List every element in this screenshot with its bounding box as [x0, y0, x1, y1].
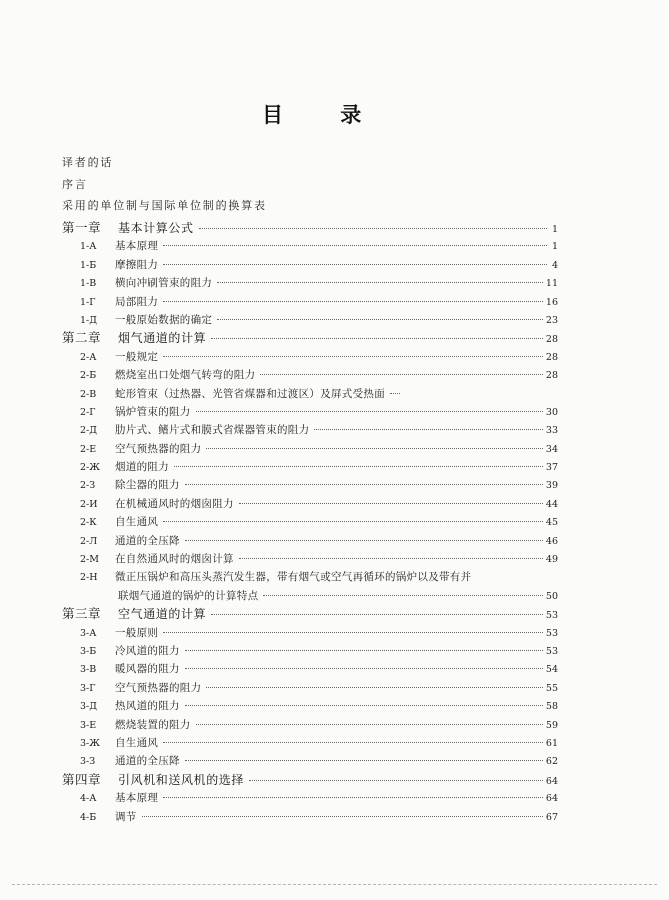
- dot-leader: [211, 338, 543, 339]
- chapter-title: 空气通道的计算: [118, 607, 207, 622]
- dot-leader: [163, 632, 543, 633]
- page-number: 11: [545, 278, 558, 290]
- section-number: 1-В: [80, 278, 97, 290]
- section-title: 空气预热器的阻力: [115, 442, 202, 455]
- page-number: 64: [545, 775, 558, 787]
- page-number: 4: [551, 259, 558, 271]
- toc-entry: [62, 293, 558, 311]
- page-number: 46: [545, 535, 558, 547]
- page-number: 34: [545, 443, 558, 455]
- page-number: 28: [545, 334, 558, 346]
- dot-leader: [142, 816, 543, 817]
- section-number: 3-З: [80, 756, 96, 768]
- toc-entry: [62, 476, 558, 494]
- page-number: 33: [545, 425, 558, 437]
- dot-leader: [163, 742, 543, 743]
- front-matter-item: 序言: [62, 177, 88, 191]
- section-title: 自生通风: [115, 516, 159, 529]
- section-title: 空气预热器的阻力: [115, 681, 202, 694]
- section-number: 2-З: [80, 480, 96, 492]
- dot-leader: [174, 466, 543, 467]
- section-number: 4-А: [80, 793, 97, 805]
- page-number: 53: [545, 645, 558, 657]
- dot-leader: [185, 705, 543, 706]
- page-number: 55: [545, 682, 558, 694]
- page-number: 64: [545, 793, 558, 805]
- dot-leader: [239, 503, 543, 504]
- dot-leader: [185, 668, 543, 669]
- section-number: 2-В: [80, 388, 97, 400]
- toc-entry: [62, 440, 558, 458]
- toc-entry-continuation: [62, 587, 558, 605]
- section-title: 一般规定: [115, 350, 159, 363]
- section-title: 基本原理: [115, 792, 159, 805]
- section-title: 锅炉管束的阻力: [115, 405, 191, 418]
- section-title: 摩擦阻力: [115, 258, 159, 271]
- dot-leader: [206, 448, 543, 449]
- section-title: 在自然通风时的烟囱计算: [115, 553, 234, 566]
- section-number: 2-Б: [80, 370, 97, 382]
- chapter-label: 第三章: [62, 606, 102, 622]
- dot-leader: [390, 393, 400, 394]
- chapter-heading: [62, 329, 558, 347]
- dot-leader: [163, 356, 543, 357]
- section-title: 暖风器的阻力: [115, 663, 180, 676]
- section-title: 冷风道的阻力: [115, 644, 180, 657]
- page-number: 39: [545, 480, 558, 492]
- section-number: 2-Г: [80, 406, 96, 418]
- section-title: 燃烧室出口处烟气转弯的阻力: [115, 369, 256, 382]
- section-number: 3-Е: [80, 719, 97, 731]
- toc-entry: [62, 808, 558, 826]
- chapter-label: 第四章: [62, 771, 102, 787]
- page-title: 目 录: [262, 102, 387, 127]
- section-title: 燃烧装置的阻力: [115, 718, 191, 731]
- section-title: 通道的全压降: [115, 755, 180, 768]
- page-number: 1: [551, 224, 558, 235]
- section-number: 2-Л: [80, 535, 98, 547]
- chapter-heading: [62, 605, 558, 623]
- section-title: 调节: [115, 810, 137, 823]
- section-number: 2-Ж: [80, 462, 100, 474]
- toc-entry: [62, 421, 558, 439]
- toc-entry: [62, 495, 558, 513]
- page-number: 50: [545, 590, 558, 602]
- toc-entry: [62, 366, 558, 384]
- front-matter-item: 采用的单位制与国际单位制的换算表: [62, 199, 267, 212]
- section-number: 3-Б: [80, 645, 97, 657]
- page-number: 67: [545, 811, 558, 823]
- section-title: 通道的全压降: [115, 534, 180, 547]
- dot-leader: [239, 558, 543, 559]
- dot-leader: [263, 595, 543, 596]
- section-number: 1-Д: [80, 314, 97, 326]
- dot-leader: [163, 245, 547, 246]
- toc-entry: [62, 274, 558, 292]
- dot-leader: [163, 301, 543, 302]
- toc-entry: [62, 256, 558, 274]
- section-number: 2-Н: [80, 572, 98, 584]
- dot-leader: [185, 484, 543, 485]
- section-number: 2-И: [80, 498, 98, 510]
- section-number: 2-М: [80, 554, 99, 566]
- toc-entry: [62, 311, 558, 329]
- scan-edge-line: [12, 884, 657, 885]
- section-title: 局部阻力: [115, 295, 159, 308]
- page-number: 59: [545, 719, 558, 731]
- section-title: 横向冲刷管束的阻力: [115, 277, 213, 290]
- page-number: 62: [545, 756, 558, 768]
- section-title: 自生通风: [115, 736, 159, 749]
- section-number: 1-Г: [80, 296, 96, 308]
- toc-entry: [62, 532, 558, 550]
- toc-entry: [62, 458, 558, 476]
- section-number: 2-А: [80, 351, 97, 363]
- dot-leader: [185, 540, 543, 541]
- section-title: 一般原则: [115, 626, 159, 639]
- toc-entry: [62, 752, 558, 770]
- chapter-title: 烟气通道的计算: [118, 331, 207, 346]
- section-number: 3-Г: [80, 682, 96, 694]
- toc-entry: [62, 568, 558, 586]
- section-title: 联烟气通道的锅炉的计算特点: [118, 589, 259, 602]
- toc-entry: [62, 716, 558, 734]
- dot-leader: [196, 724, 543, 725]
- toc-entry: [62, 550, 558, 568]
- section-number: 3-А: [80, 627, 97, 639]
- section-number: 4-Б: [80, 811, 97, 823]
- table-of-contents: [62, 219, 558, 826]
- dot-leader: [206, 687, 543, 688]
- dot-leader: [163, 797, 543, 798]
- toc-entry: [62, 642, 558, 660]
- toc-entry: [62, 697, 558, 715]
- dot-leader: [217, 319, 543, 320]
- dot-leader: [217, 282, 543, 283]
- page-number: 37: [545, 462, 558, 474]
- section-number: 2-Е: [80, 443, 97, 455]
- section-title: 基本原理: [115, 240, 159, 253]
- page-number: 45: [545, 517, 558, 529]
- page-number: 53: [545, 627, 558, 639]
- dot-leader: [314, 429, 543, 430]
- chapter-title: 基本计算公式: [118, 221, 194, 235]
- section-number: 2-К: [80, 517, 97, 529]
- toc-entry: [62, 624, 558, 642]
- dot-leader: [185, 760, 543, 761]
- section-number: 1-А: [80, 241, 97, 253]
- page-number: 53: [545, 610, 558, 622]
- page-number: 23: [545, 314, 558, 326]
- toc-entry: [62, 734, 558, 752]
- dot-leader: [196, 411, 543, 412]
- section-number: 3-Д: [80, 701, 97, 713]
- chapter-heading: [62, 219, 558, 237]
- page-number: 49: [545, 554, 558, 566]
- dot-leader: [163, 264, 547, 265]
- chapter-heading: [62, 771, 558, 789]
- toc-entry: [62, 679, 558, 697]
- section-title: 在机械通风时的烟囱阻力: [115, 497, 234, 510]
- section-number: 3-Ж: [80, 737, 100, 749]
- front-matter-item: 译者的话: [62, 156, 114, 169]
- page-number: 28: [545, 370, 558, 382]
- page-number: 16: [545, 296, 558, 308]
- section-number: 1-Б: [80, 259, 97, 271]
- page-number: 1: [551, 241, 558, 253]
- dot-leader: [260, 374, 543, 375]
- toc-entry: [62, 385, 558, 403]
- chapter-label: 第二章: [62, 330, 102, 346]
- page-number: 44: [545, 498, 558, 510]
- section-title: 蛇形管束（过热器、光管省煤器和过渡区）及屏式受热面: [115, 387, 385, 400]
- toc-entry: [62, 237, 558, 255]
- toc-entry: [62, 660, 558, 678]
- chapter-label: 第一章: [62, 220, 102, 235]
- section-title: 肋片式、鳍片式和膜式省煤器管束的阻力: [115, 424, 310, 437]
- section-number: 2-Д: [80, 425, 97, 437]
- toc-entry: [62, 513, 558, 531]
- section-number: 3-В: [80, 664, 97, 676]
- chapter-title: 引风机和送风机的选择: [118, 772, 245, 787]
- page-number: 61: [545, 737, 558, 749]
- section-title: 微正压锅炉和高压头蒸汽发生器，带有烟气或空气再循环的锅炉以及带有并: [115, 571, 472, 584]
- section-title: 热风道的阻力: [115, 700, 180, 713]
- page-number: 30: [545, 406, 558, 418]
- section-title: 烟道的阻力: [115, 461, 169, 474]
- page-number: 58: [545, 701, 558, 713]
- dot-leader: [211, 614, 543, 615]
- toc-entry: [62, 789, 558, 807]
- dot-leader: [185, 650, 543, 651]
- page-number: 28: [545, 351, 558, 363]
- section-title: 除尘器的阻力: [115, 479, 180, 492]
- dot-leader: [199, 228, 547, 229]
- toc-entry: [62, 403, 558, 421]
- page-number: 54: [545, 664, 558, 676]
- section-title: 一般原始数据的确定: [115, 313, 213, 326]
- dot-leader: [249, 780, 543, 781]
- dot-leader: [163, 521, 543, 522]
- front-matter: [62, 152, 558, 217]
- toc-entry: [62, 348, 558, 366]
